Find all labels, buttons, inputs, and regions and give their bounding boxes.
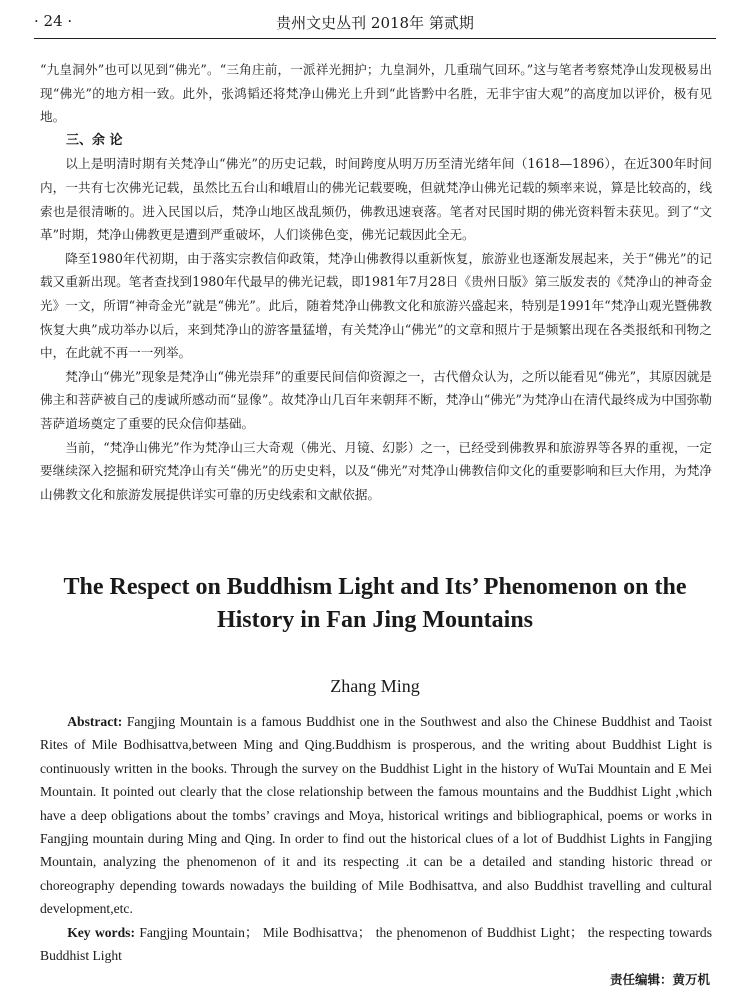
paragraph-3: 梵净山“佛光”现象是梵净山“佛光崇拜”的重要民间信仰资源之一，古代僧众认为，之所以能看见“佛光”，其原因就是佛主和菩萨被自己的虔诚所感动而“显像”。故梵净山几百年来朝拜不断，梵净山“佛光”为梵净山在清代最终成为中国弥勒菩萨道场奠定了重要的民众信仰基础。	[40, 368, 712, 431]
paragraph-2: 降至1980年代初期，由于落实宗教信仰政策，梵净山佛教得以重新恢复，旅游业也逐渐发展起来，关于“佛光”的记载又重新出现。笔者查找到1980年代最早的佛光记载，即1981年7月28日《贵州日版》第三版发表的《梵净山的神奇金光》一文，所谓“神奇金光”就是“佛光”。此后，随着梵净山佛教文化和旅游兴盛起来，特别是1991年“梵净山观光暨佛教恢复大典”成功举办以后，来到梵净山的游客量猛增，有关梵净山“佛光”的文章和照片于是频繁出现在各类报纸和刊物之中，在此就不再一一列举。	[40, 250, 712, 361]
page-number: · 24 ·	[34, 12, 73, 30]
abstract-label: Abstract:	[67, 714, 123, 729]
paragraph-1: 以上是明清时期有关梵净山“佛光”的历史记载，时间跨度从明万历至清光绪年间（1618—1896），在近300年时间内，一共有七次佛光记载，虽然比五台山和峨眉山的佛光记载要晚，但就梵净山佛光记载的频率来说，算是比较高的，线索也是很清晰的。进入民国以后，梵净山地区战乱频仍，佛教迅速衰落。笔者对民国时期的佛光资料暂未获见。到了“文革”时期，梵净山佛教更是遭到严重破坏，人们谈佛色变，佛光记载因此全无。	[40, 156, 712, 243]
header-rule	[34, 38, 716, 39]
abstract-paragraph	[40, 710, 712, 921]
responsible-editor: 责任编辑：黄万机	[609, 972, 710, 987]
paragraph-continuation: “九皇洞外”也可以见到“佛光”。“三角庄前，一派祥光拥护；九皇洞外，几重瑞气回环。”这与笔者考察梵净山发现极易出现“佛光”的地方相一致。此外，张鸿韬还将梵净山佛光上升到“此皆黔中名胜，无非宇宙大观”的高度加以评价，极有见地。	[40, 62, 712, 125]
page-header	[34, 10, 716, 34]
english-abstract	[40, 710, 712, 967]
author-name: Zhang Ming	[330, 676, 420, 696]
english-title-line-2: History in Fan Jing Mountains	[216, 607, 534, 633]
abstract-text: Fangjing Mountain is a famous Buddhist one in the Southwest and also the Chinese Buddhist and Taoist Rites of Mile Bodhisattva,between Ming and Qing.Buddhism is prosperous, and the writing about Buddhist Light is continuously written in the books. Through the survey on the Buddhist Light in the history of WuTai Mountain and E Mei Mountain. It pointed out clearly that the close relationship between the famous mountains and the Buddhist Light ,which have a deep obligations about the tombs’ cravings and Moya, historical writings and bibliographical, poems or works in Fangjing mountain during Ming and Qing. In order to find out the historical clues of a lot of Buddhist Lights in Fangjing Mountain, analyzing the phenomenon of it and its respecting .it can be a detailed and standing historic thread or choreography depending towards nowadays the building of Mile Bodhisattva, and also Buddhist travelling and cultural development,etc.	[40, 714, 712, 917]
english-title-line-1: The Respect on Buddhism Light and Its’ Phenomenon on the	[63, 574, 687, 600]
section-heading: 三、余 论	[66, 132, 123, 148]
paragraph-4: 当前，“梵净山佛光”作为梵净山三大奇观（佛光、月镜、幻影）之一，已经受到佛教界和旅游界等各界的重视，一定要继续深入挖掘和研究梵净山有关“佛光”的历史史料，以及“佛光”对梵净山佛教信仰文化的重要影响和巨大作用，为梵净山佛教文化和旅游发展提供详实可靠的历史线索和文献依据。	[40, 439, 712, 502]
journal-title: 贵州文史丛刊 2018年 第贰期	[276, 14, 474, 32]
keywords-label: Key words:	[67, 924, 135, 940]
english-title	[20, 571, 730, 637]
keywords-text: Fangjing Mountain； Mile Bodhisattva； the phenomenon of Buddhist Light； the respecting towards Buddhist Light	[40, 924, 712, 964]
chinese-body	[40, 58, 712, 506]
keywords-paragraph	[40, 921, 712, 968]
